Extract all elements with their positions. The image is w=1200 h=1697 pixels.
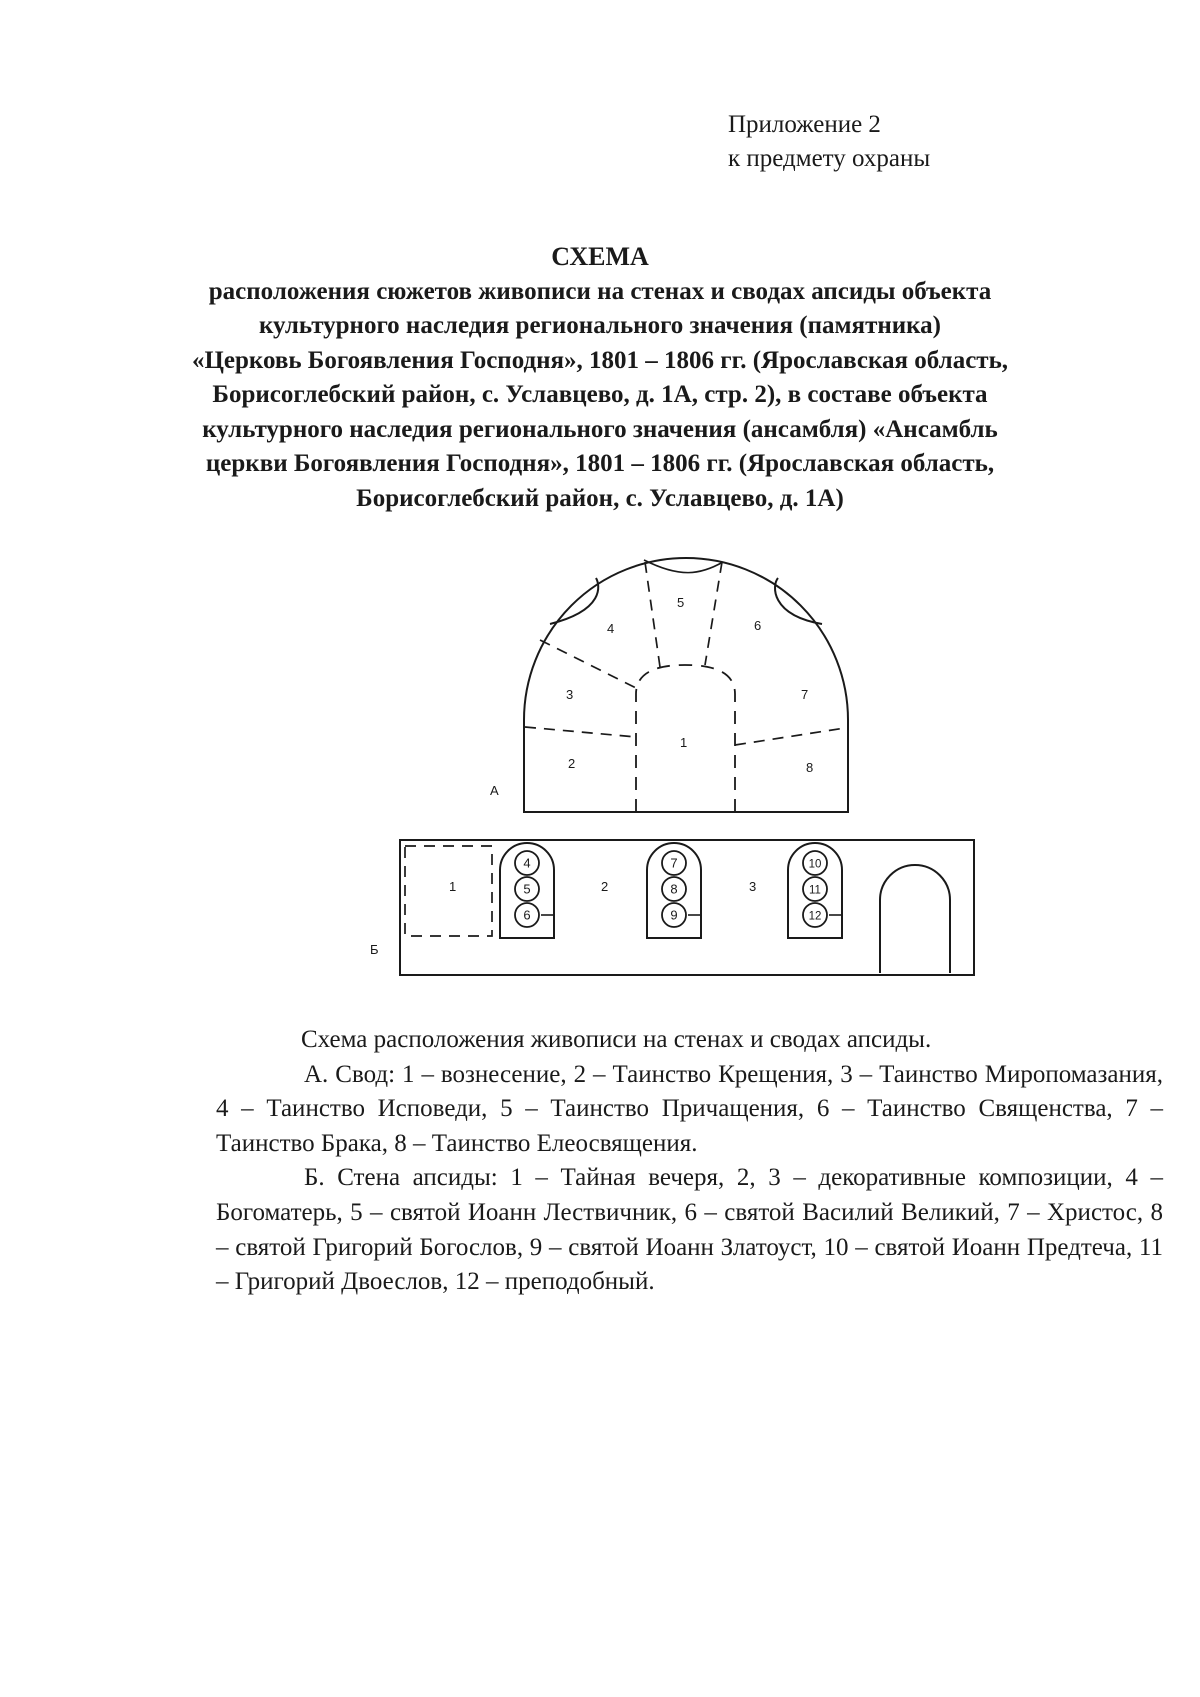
wall-doorway: [880, 865, 950, 973]
appendix-number: Приложение 2: [728, 111, 881, 138]
title-line: Борисоглебский район, с. Уславцево, д. 1А, стр. 2), в составе объекта: [212, 381, 988, 408]
diagram-a-label: А: [490, 783, 499, 798]
medallion-label: 9: [670, 907, 678, 923]
vault-corner-left: [550, 578, 598, 624]
legend-vault: А. Свод: 1 – вознесение, 2 – Таинство Крещения, 3 – Таинство Миропомазания, 4 – Таинство Исповеди, 5 – Таинство Причащения, 6 – Таинство Священства, 7 – Таинство Брака, 8 – Таинство Елеосвящения.: [216, 1060, 1163, 1157]
vault-zone-label: 8: [806, 760, 814, 775]
appendix-subject: к предмету охраны: [728, 145, 931, 172]
vault-zone-label: 1: [680, 735, 688, 750]
vault-zone-label: 6: [754, 618, 762, 633]
legend: [216, 1023, 1163, 1300]
diagram-b-label: Б: [370, 942, 379, 957]
vault-outline: [524, 558, 848, 812]
vault-zone-labels: [566, 595, 813, 775]
title-line: расположения сюжетов живописи на стенах и сводах апсиды объекта: [208, 277, 992, 305]
title-line: культурного наследия регионального значения (ансамбля) «Ансамбль: [202, 415, 998, 443]
vault-zone-label: 7: [801, 687, 809, 702]
title-line: «Церковь Богоявления Господня», 1801 – 1806 гг. (Ярославская область,: [191, 346, 1009, 374]
medallion-label: 8: [670, 881, 678, 897]
medallion-label: 11: [809, 884, 821, 897]
title-line: культурного наследия регионального значения (памятника): [258, 312, 942, 339]
legend-caption: Схема расположения живописи на стенах и сводах апсиды.: [301, 1026, 932, 1053]
wall-panel-label: 1: [449, 879, 457, 894]
title-heading: СХЕМА: [551, 242, 649, 271]
vault-zone-label: 4: [607, 621, 615, 636]
vault-zone-label: 2: [568, 756, 576, 771]
wall-diagram: [400, 840, 974, 975]
medallion-group: [515, 851, 827, 927]
vault-corner-right: [775, 578, 822, 624]
medallion-label: 5: [523, 881, 531, 897]
medallion-label: 4: [523, 855, 531, 871]
vault-diagram: [524, 558, 848, 812]
wall-outline: [400, 840, 974, 975]
vault-dividers: [525, 562, 845, 745]
medallion-label: 7: [670, 855, 678, 871]
medallion-label: 12: [808, 910, 822, 923]
medallion-label: 6: [523, 907, 531, 923]
title-line: Борисоглебский район, с. Уславцево, д. 1А): [356, 484, 844, 512]
title-line: церкви Богоявления Господня», 1801 – 1806 гг. (Ярославская область,: [205, 450, 995, 477]
medallion-label: 10: [808, 858, 822, 871]
wall-panel-label: 2: [601, 879, 609, 894]
legend-wall: Б. Стена апсиды: 1 – Тайная вечеря, 2, 3 – декоративные композиции, 4 – Богоматерь, 5 – святой Иоанн Лествичник, 6 – святой Василий Великий, 7 – Христос, 8 – святой Григорий Богослов, 9 – святой Иоанн Златоуст, 10 – святой Иоанн Предтеча, 11 – Григорий Двоеслов, 12 – преподобный.: [216, 1164, 1163, 1296]
vault-zone-label: 5: [677, 595, 685, 610]
vault-zone-label: 3: [566, 687, 574, 702]
wall-panel-label: 3: [749, 879, 757, 894]
vault-top-curve: [644, 560, 723, 573]
